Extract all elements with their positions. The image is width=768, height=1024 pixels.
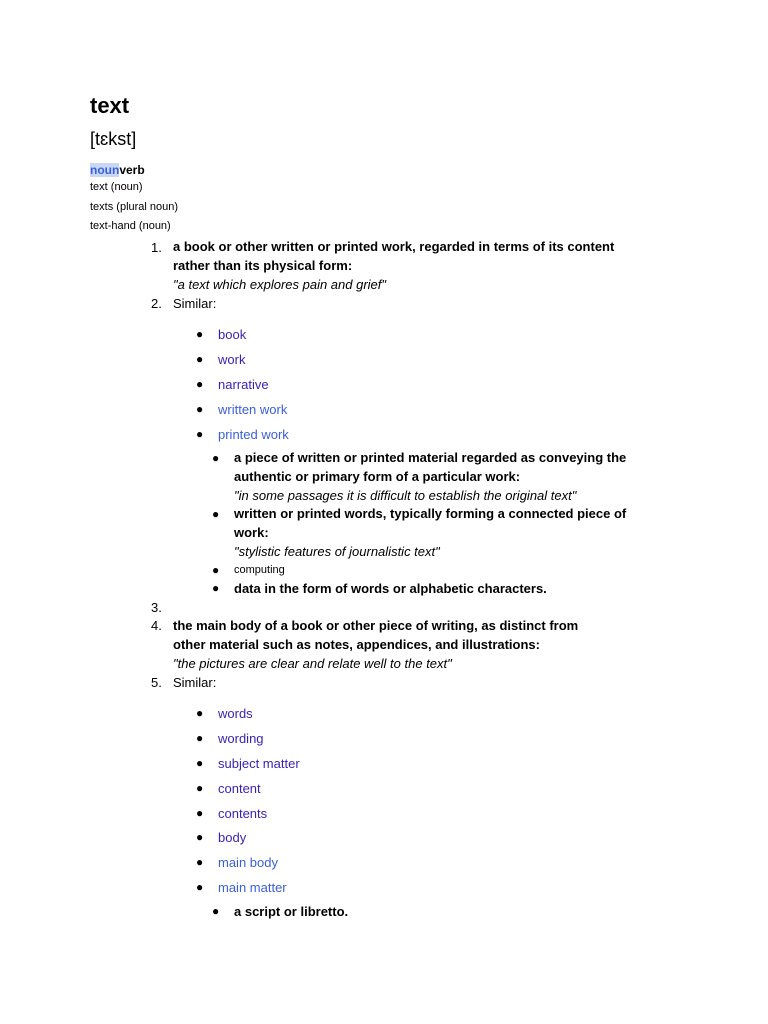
- bullet: ●: [196, 855, 204, 869]
- synonym-link[interactable]: subject matter: [218, 756, 300, 771]
- similar-label: Similar:: [173, 675, 217, 690]
- sense-number: 4.: [151, 618, 162, 633]
- tab-verb[interactable]: verb: [119, 163, 145, 177]
- bullet: ●: [196, 880, 204, 894]
- bullet: ●: [196, 402, 204, 416]
- synonym-link[interactable]: wording: [218, 731, 264, 746]
- pronunciation: [tɛkst]: [90, 129, 137, 149]
- subsense-definition: data in the form of words or alphabetic characters.: [234, 581, 547, 596]
- subsense-example: "in some passages it is difficult to establish the original text": [234, 488, 577, 503]
- bullet: ●: [196, 731, 204, 745]
- subsense-definition: a piece of written or printed material regarded as conveying the authentic or primary form of a particular work:: [234, 450, 627, 484]
- part-of-speech-tabs: [90, 163, 145, 177]
- bullet: ●: [196, 756, 204, 770]
- bullet: ●: [212, 581, 220, 595]
- sense-number: 2.: [151, 296, 162, 311]
- synonym-link[interactable]: book: [218, 327, 247, 342]
- word-form: text (noun): [90, 181, 143, 193]
- bullet: ●: [212, 451, 220, 465]
- bullet: ●: [196, 352, 204, 366]
- synonym-link[interactable]: printed work: [218, 427, 289, 442]
- similar-label: Similar:: [173, 296, 217, 311]
- synonym-link[interactable]: work: [218, 352, 246, 367]
- synonym-link[interactable]: main matter: [218, 880, 287, 895]
- bullet: ●: [196, 327, 204, 341]
- sense-number: 5.: [151, 675, 162, 690]
- bullet: ●: [212, 507, 220, 521]
- synonym-link[interactable]: content: [218, 781, 261, 796]
- bullet: ●: [196, 427, 204, 441]
- bullet: ●: [196, 830, 204, 844]
- synonym-link[interactable]: body: [218, 830, 247, 845]
- subsense-definition: a script or libretto.: [234, 904, 349, 919]
- sense-example: "a text which explores pain and grief": [173, 277, 387, 292]
- synonym-link[interactable]: words: [218, 706, 253, 721]
- domain-label: computing: [234, 564, 285, 576]
- bullet: ●: [196, 806, 204, 820]
- sense-number: 1.: [151, 240, 162, 255]
- subsense-definition: written or printed words, typically forming a connected piece of work:: [234, 506, 627, 540]
- sense-definition: the main body of a book or other piece of writing, as distinct from other material such as notes, appendices, and illustrations:: [173, 618, 579, 652]
- bullet: ●: [196, 377, 204, 391]
- synonym-link[interactable]: narrative: [218, 377, 269, 392]
- sense-example: "the pictures are clear and relate well to the text": [173, 656, 452, 671]
- bullet: ●: [212, 563, 220, 577]
- sense-number: 3.: [151, 600, 162, 615]
- bullet: ●: [212, 904, 220, 918]
- tab-noun[interactable]: noun: [90, 163, 120, 177]
- word-form: texts (plural noun): [90, 201, 179, 213]
- word-form: text-hand (noun): [90, 220, 171, 232]
- subsense-example: "stylistic features of journalistic text": [234, 544, 440, 559]
- synonym-link[interactable]: written work: [218, 402, 288, 417]
- bullet: ●: [196, 781, 204, 795]
- sense-definition: a book or other written or printed work, regarded in terms of its content rather than its physical form:: [173, 239, 615, 273]
- headword: text: [90, 93, 130, 118]
- bullet: ●: [196, 706, 204, 720]
- synonym-link[interactable]: contents: [218, 806, 268, 821]
- synonym-link[interactable]: main body: [218, 855, 278, 870]
